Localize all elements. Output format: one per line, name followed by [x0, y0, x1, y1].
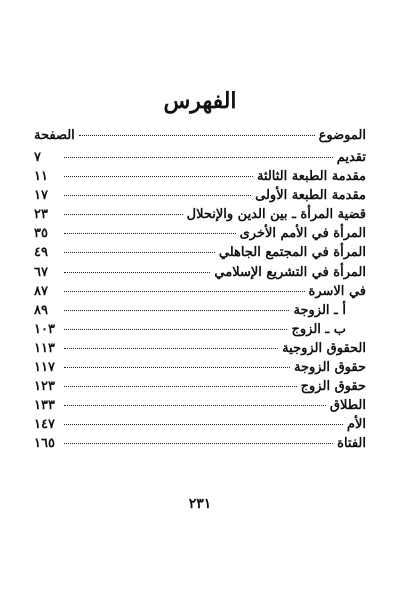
toc-entry-page: ١٧	[34, 188, 48, 204]
leader-dots	[64, 405, 326, 406]
toc-entry-title: تقديم	[336, 150, 366, 165]
toc-entry-title: حقوق الزوج	[300, 379, 366, 395]
leader-dots	[64, 443, 333, 444]
toc-entry	[34, 284, 366, 303]
toc-entry-title: الطلاق	[329, 398, 366, 414]
leader-dots	[64, 329, 287, 330]
topic-column-label: الموضوع	[318, 128, 366, 143]
leader-dots	[64, 176, 253, 177]
table-of-contents	[34, 128, 366, 456]
toc-entry-title: قضية المرأة ـ بين الدين والإنحلال	[186, 207, 366, 223]
toc-entry-page: ٤٩	[34, 245, 48, 261]
toc-entry-title: مقدمة الطبعة الأولى	[255, 188, 366, 204]
toc-entry	[34, 188, 366, 207]
toc-entry-page: ٢٣	[34, 207, 48, 223]
toc-entry-page: ٦٧	[34, 264, 48, 280]
leader-dots	[64, 157, 333, 158]
toc-entry-page: ١١٣	[34, 340, 55, 356]
toc-entry-title: الحقوق الزوجية	[282, 340, 366, 356]
toc-entry-page: ١٣٣	[34, 398, 55, 414]
toc-entry	[34, 226, 366, 245]
toc-entry-title: المرأة في الأمم الأخرى	[239, 226, 366, 242]
toc-entry-page: ١٦٥	[34, 436, 55, 452]
leader-dots	[79, 135, 315, 136]
toc-entry	[34, 360, 366, 379]
toc-entry-page: ١٠٣	[34, 321, 55, 337]
toc-entry	[34, 379, 366, 398]
toc-header	[34, 128, 366, 150]
toc-entry-page: ١١٧	[34, 360, 55, 376]
toc-entry-page: ١٤٧	[34, 417, 55, 433]
toc-entry	[34, 322, 366, 341]
toc-entry	[34, 341, 366, 360]
toc-entry-page: ٨٧	[34, 283, 48, 299]
toc-entry-title: أ ـ الزوجة	[293, 302, 346, 318]
toc-entry	[34, 265, 366, 284]
leader-dots	[64, 252, 215, 253]
toc-entry-title: ب ـ الزوج	[291, 321, 346, 337]
toc-entry	[34, 436, 366, 455]
toc-rows	[34, 150, 366, 456]
leader-dots	[64, 214, 183, 215]
toc-entry-page: ٣٥	[34, 226, 48, 242]
toc-entry-title: مقدمة الطبعة الثالثة	[256, 169, 366, 185]
toc-entry-page: ١١	[34, 169, 48, 185]
leader-dots	[64, 291, 305, 292]
toc-entry-title: في الاسرة	[308, 283, 366, 299]
leader-dots	[64, 348, 278, 349]
toc-entry	[34, 150, 366, 169]
toc-entry-title: حقوق الزوجة	[294, 360, 366, 376]
leader-dots	[64, 367, 290, 368]
toc-entry	[34, 207, 366, 226]
page-column-label: الصفحة	[34, 128, 75, 143]
toc-entry-page: ٨٩	[34, 302, 48, 318]
toc-entry	[34, 245, 366, 264]
leader-dots	[64, 310, 289, 311]
toc-entry	[34, 303, 366, 322]
toc-entry-title: المرأة في التشريع الإسلامي	[214, 264, 366, 280]
toc-entry-page: ٧	[34, 150, 41, 165]
toc-entry-title: المرأة في المجتمع الجاهلي	[218, 245, 366, 261]
leader-dots	[64, 386, 297, 387]
toc-entry	[34, 169, 366, 188]
leader-dots	[64, 424, 343, 425]
toc-entry	[34, 398, 366, 417]
leader-dots	[64, 195, 251, 196]
toc-entry	[34, 417, 366, 436]
toc-entry-title: الأم	[346, 417, 366, 433]
toc-entry-page: ١٢٣	[34, 379, 55, 395]
page-number: ٢٣١	[188, 496, 212, 512]
leader-dots	[64, 233, 236, 234]
page-title: الفهرس	[163, 88, 237, 114]
toc-entry-title: الفتاة	[337, 436, 366, 452]
leader-dots	[64, 272, 210, 273]
